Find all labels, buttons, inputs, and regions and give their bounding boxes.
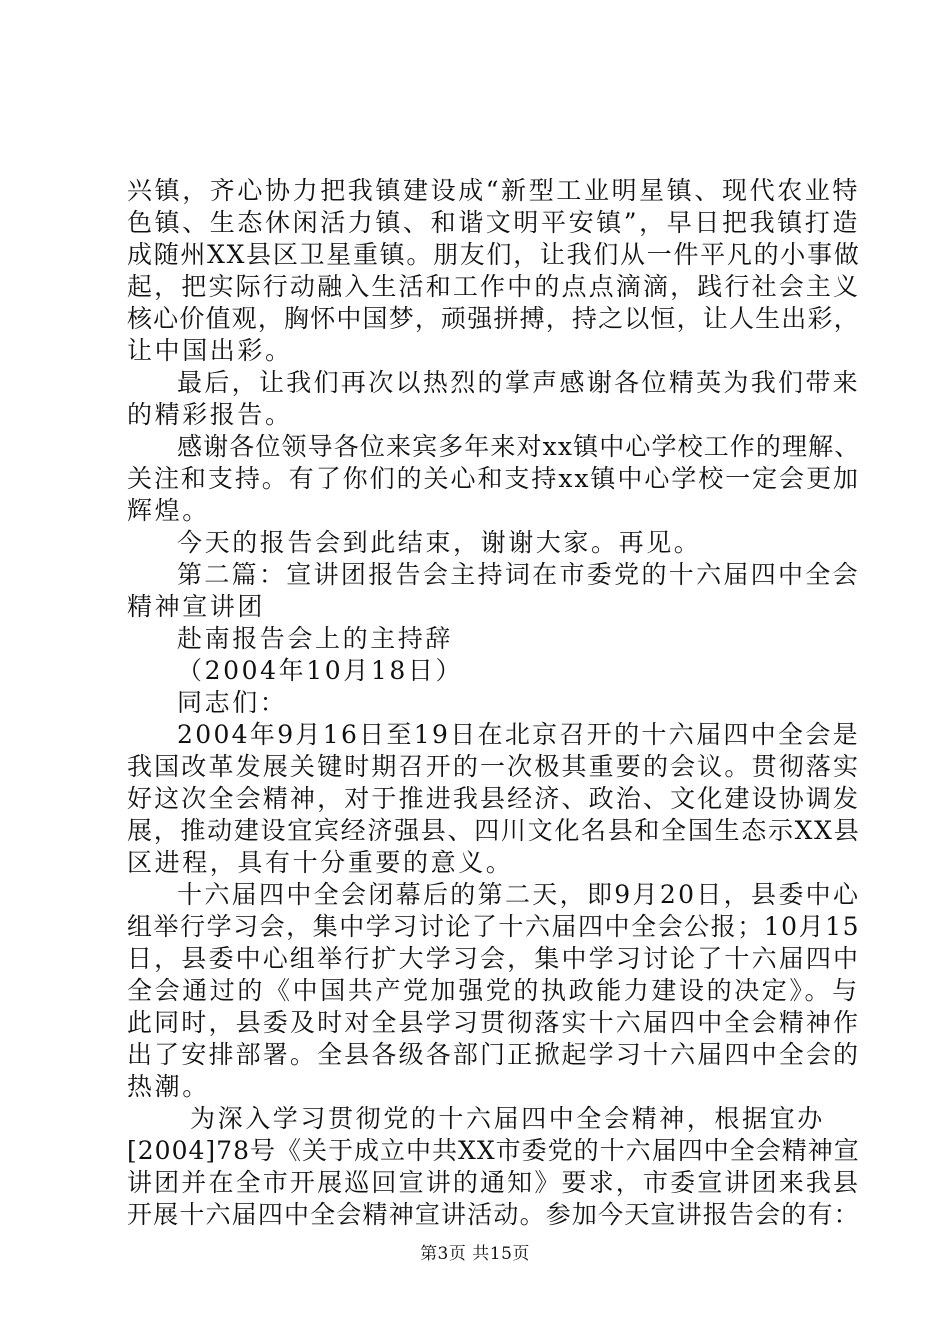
text-line: 感谢各位领导各位来宾多年来对xx镇中心学校工作的理解、 bbox=[177, 432, 861, 461]
text-line: 日，县委中心组举行扩大学习会，集中学习讨论了十六届四中 bbox=[127, 944, 861, 973]
text-line: 热潮。 bbox=[127, 1072, 210, 1101]
text-line: 展，推动建设宜宾经济强县、四川文化名县和全国生态示XX县 bbox=[127, 816, 861, 845]
text-line: 让中国出彩。 bbox=[127, 336, 293, 365]
text-line: 为深入学习贯彻党的十六届四中全会精神，根据宜办 bbox=[190, 1104, 825, 1133]
text-line: 好这次全会精神，对于推进我县经济、政治、文化建设协调发 bbox=[127, 784, 861, 813]
page-number-footer: 第3页 共15页 bbox=[420, 1244, 530, 1264]
text-line: 起，把实际行动融入生活和工作中的点点滴滴，践行社会主义 bbox=[127, 272, 861, 301]
text-line: 十六届四中全会闭幕后的第二天，即9月20日，县委中心 bbox=[177, 880, 861, 909]
text-line: 核心价值观，胸怀中国梦，顽强拼搏，持之以恒，让人生出彩， bbox=[127, 304, 860, 333]
text-line: 全会通过的《中国共产党加强党的执政能力建设的决定》。与 bbox=[127, 976, 860, 1005]
text-line: 辉煌。 bbox=[127, 496, 210, 525]
text-line: 兴镇，齐心协力把我镇建设成“新型工业明星镇、现代农业特 bbox=[127, 176, 860, 205]
text-line: 此同时，县委及时对全县学习贯彻落实十六届四中全会精神作 bbox=[127, 1008, 861, 1037]
section-heading: 第二篇：宣讲团报告会主持词在市委党的十六届四中全会 bbox=[177, 560, 861, 589]
text-line: 区进程，具有十分重要的意义。 bbox=[127, 848, 514, 877]
text-line: 色镇、生态休闲活力镇、和谐文明平安镇”，早日把我镇打造 bbox=[127, 208, 860, 237]
date-line: （2004年10月18日） bbox=[177, 656, 464, 685]
text-line: 关注和支持。有了你们的关心和支持xx镇中心学校一定会更加 bbox=[127, 464, 861, 493]
text-line: [2004]78号《关于成立中共XX市委党的十六届四中全会精神宣 bbox=[127, 1136, 860, 1165]
salutation: 同志们： bbox=[177, 688, 288, 717]
text-line: 最后，让我们再次以热烈的掌声感谢各位精英为我们带来 bbox=[177, 368, 861, 397]
section-subtitle: 赴南报告会上的主持辞 bbox=[177, 624, 454, 653]
text-line: 开展十六届四中全会精神宣讲活动。参加今天宣讲报告会的有： bbox=[127, 1200, 860, 1229]
text-line: 成随州XX县区卫星重镇。朋友们，让我们从一件平凡的小事做 bbox=[127, 240, 861, 269]
text-line: 出了安排部署。全县各级各部门正掀起学习十六届四中全会的 bbox=[127, 1040, 861, 1069]
text-line: 今天的报告会到此结束，谢谢大家。再见。 bbox=[177, 528, 702, 557]
text-line: 我国改革发展关键时期召开的一次极其重要的会议。贯彻落实 bbox=[127, 752, 861, 781]
text-line: 讲团并在全市开展巡回宣讲的通知》要求，市委宣讲团来我县 bbox=[127, 1168, 861, 1197]
text-line: 组举行学习会，集中学习讨论了十六届四中全会公报；10月15 bbox=[127, 912, 861, 941]
text-line: 2004年9月16日至19日在北京召开的十六届四中全会是 bbox=[177, 720, 860, 749]
section-heading: 精神宣讲团 bbox=[127, 592, 266, 621]
text-line: 的精彩报告。 bbox=[127, 400, 293, 429]
